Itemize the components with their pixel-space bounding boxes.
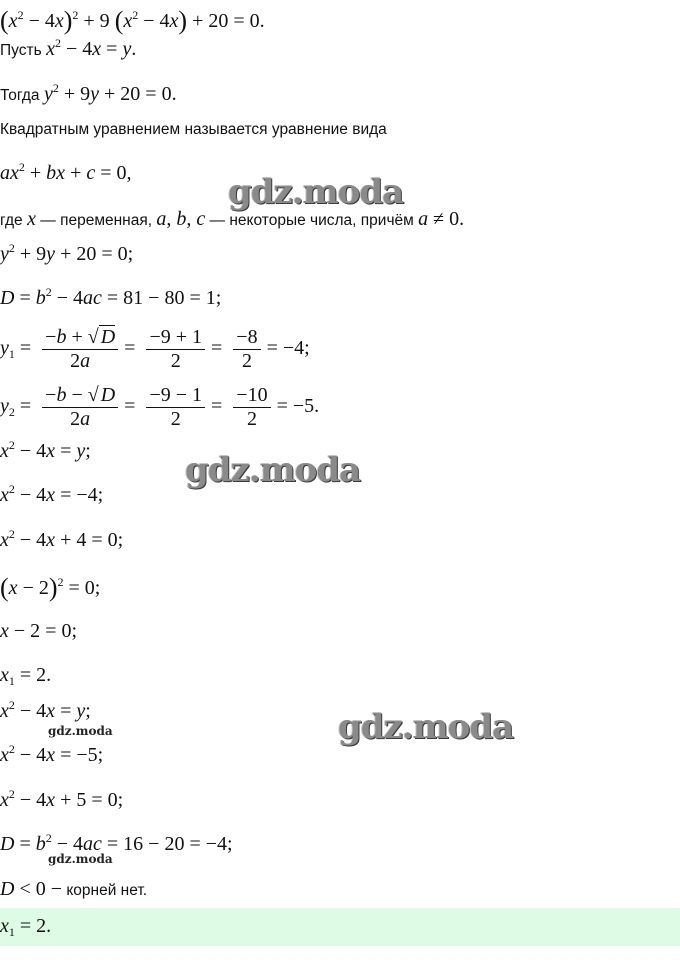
no-roots-text: корней нет. xyxy=(62,882,148,899)
where-label: где xyxy=(0,212,23,229)
let-label: Пусть xyxy=(0,42,42,59)
case2-standard: $x^2 - 4x + 5 = 0$; xyxy=(0,787,124,811)
equation-original: $(x^2 - 4x)^2 + 9$ $(x^2 - 4x) + 20 = 0$. xyxy=(0,6,265,35)
then-label: Тогда xyxy=(0,87,40,104)
case1-root: $x_1 = 2$. xyxy=(0,664,52,688)
equation-y: $y^2 + 9y + 20 = 0$; xyxy=(0,241,134,265)
answer-box xyxy=(0,908,680,946)
then-line: Тогда $y^2 + 9y + 20 = 0$. xyxy=(0,81,177,105)
definition-text: Квадратным уравнением называется уравнение вида xyxy=(0,121,387,138)
watermark-large-1: gdz.moda xyxy=(228,172,404,212)
discriminant-2: $D = b^2 - 4ac = 16 - 20 = -4$; xyxy=(0,831,233,855)
where-line: где x — переменная, a, b, c — некоторые числа, причём a ≠ 0. xyxy=(0,208,465,230)
case1-equation: $x^2 - 4x = -4$; xyxy=(0,482,104,506)
root-y1: $y_1$ = $\frac{-b + √ D}{2a}$ = $\frac{-9 + 1}{2}$ = $\frac{-8}{2}$ = −4; xyxy=(0,326,310,372)
case1-square: $(x - 2)^2 = 0$; xyxy=(0,573,101,602)
case2-substitution: $x^2 - 4x = y$; xyxy=(0,698,91,722)
no-roots-line: D < 0 − корней нет. xyxy=(0,878,148,900)
case2-equation: $x^2 - 4x = -5$; xyxy=(0,742,104,766)
discriminant-1: $D = b^2 - 4ac = 81 - 80 = 1$; xyxy=(0,285,222,309)
watermark-small-1: gdz.moda xyxy=(48,724,113,738)
root-y2: $y_2$ = $\frac{-b - √ D}{2a}$ = $\frac{-9 - 1}{2}$ = $\frac{-10}{2}$ = −5. xyxy=(0,384,320,430)
watermark-large-3: gdz.moda xyxy=(338,707,514,747)
case1-linear: x − 2 = 0; xyxy=(0,620,78,642)
watermark-large-2: gdz.moda xyxy=(185,450,361,490)
final-answer: $x_1 = 2$. xyxy=(0,915,52,939)
general-quadratic: $ax^2$ + bx + c = 0, xyxy=(0,160,132,184)
case1-substitution: $x^2 - 4x = y$; xyxy=(0,438,91,462)
watermark-small-2: gdz.moda xyxy=(48,852,113,866)
case1-standard: $x^2 - 4x + 4 = 0$; xyxy=(0,527,124,551)
substitution-line: Пусть $x^2 - 4x = y$. xyxy=(0,36,137,60)
